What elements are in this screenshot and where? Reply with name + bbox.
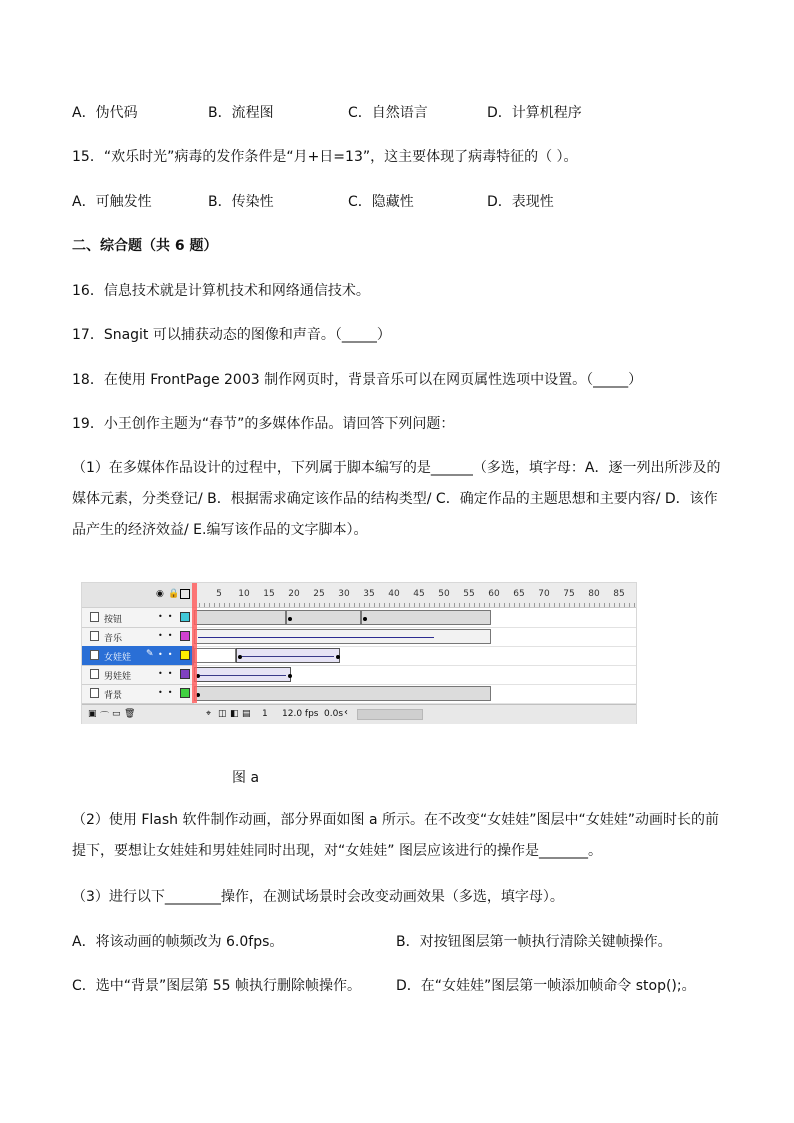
layer-name: 女娃娃	[104, 653, 132, 663]
frame-tick-mark	[224, 603, 225, 607]
frame-tick-mark	[569, 603, 570, 607]
frame-tick-mark	[509, 603, 510, 607]
frame-tick-mark	[314, 603, 315, 607]
layer-row[interactable]	[82, 665, 194, 685]
keyframe[interactable]	[336, 655, 340, 659]
frame-tick-mark	[589, 603, 590, 607]
frame-tick-label: 85	[613, 589, 625, 599]
frame-tick-mark	[599, 603, 600, 607]
q15-option-c: C．隐藏性	[348, 194, 414, 210]
frame-tick-mark	[514, 603, 515, 607]
layer-name: 男娃娃	[104, 672, 132, 682]
q16: 16．信息技术就是计算机技术和网络通信技术。	[72, 283, 370, 299]
playhead[interactable]	[192, 583, 197, 703]
frame-span	[194, 648, 236, 663]
frame-tick-mark	[374, 603, 375, 607]
keyframe[interactable]	[288, 674, 292, 678]
frame-tick-mark	[234, 603, 235, 607]
frame-tick-mark	[269, 603, 270, 607]
frame-tick-mark	[274, 603, 275, 607]
pencil-icon: ✎	[146, 649, 154, 659]
center-frame-icon[interactable]: ⌖	[206, 709, 212, 719]
frame-tick-label: 45	[413, 589, 425, 599]
layer-name: 音乐	[104, 634, 123, 644]
frame-tick-mark	[459, 603, 460, 607]
frame-tick-mark	[344, 603, 345, 607]
q19-part2: （2）使用 Flash 软件制作动画，部分界面如图 a 所示。在不改变“女娃娃”图层中“女娃娃”动画时长的前提下，要想让女娃娃和男娃娃同时出现，对“女娃娃” 图层应该进行的操作是_______。	[72, 812, 719, 859]
layer-icon	[90, 669, 99, 679]
frame-tick-mark	[489, 603, 490, 607]
eye-icon[interactable]: ◉	[156, 589, 164, 599]
frame-tick-mark	[479, 603, 480, 607]
frame-tick-mark	[204, 603, 205, 607]
q17: 17．Snagit 可以捕获动态的图像和声音。（_____）	[72, 327, 391, 343]
frame-tick-mark	[354, 603, 355, 607]
horizontal-scrollbar[interactable]	[357, 709, 423, 720]
frame-tick-mark	[399, 603, 400, 607]
frame-row	[194, 627, 636, 647]
frame-tick-label: 80	[588, 589, 600, 599]
frame-tick-mark	[629, 603, 630, 607]
layer-color-swatch	[180, 688, 190, 698]
layer-dots: • •	[158, 631, 173, 640]
keyframe[interactable]	[363, 617, 367, 621]
figure-caption: 图 a	[232, 770, 260, 786]
tween-arrow	[242, 656, 334, 657]
frame-row	[194, 665, 636, 685]
q15-option-a: A．可触发性	[72, 194, 152, 210]
frame-tick-mark	[519, 603, 520, 607]
frame-tick-mark	[439, 603, 440, 607]
frame-tick-mark	[309, 603, 310, 607]
frame-tick-mark	[394, 603, 395, 607]
sound-wave	[198, 637, 434, 638]
q19-stem: 19．小王创作主题为“春节”的多媒体作品。请回答下列问题：	[72, 416, 455, 432]
frame-tick-label: 20	[288, 589, 300, 599]
frame-tick-mark	[554, 603, 555, 607]
q19-3-option-d: D．在“女娃娃”图层第一帧添加帧命令 stop();。	[396, 978, 696, 994]
folder-icon[interactable]: ▭	[112, 709, 121, 719]
frame-tick-mark	[469, 603, 470, 607]
frame-tick-label: 15	[263, 589, 275, 599]
frame-tick-mark	[539, 603, 540, 607]
frame-row	[194, 608, 636, 628]
layer-icon	[90, 631, 99, 641]
frame-tick-mark	[369, 603, 370, 607]
frame-tick-label: 25	[313, 589, 325, 599]
outline-icon[interactable]	[180, 589, 190, 599]
lock-icon[interactable]: 🔒	[168, 589, 180, 599]
frame-rate[interactable]: 12.0 fps	[282, 709, 319, 719]
layer-panel	[82, 583, 195, 723]
frame-tick-mark	[389, 603, 390, 607]
frame-tick-mark	[559, 603, 560, 607]
frame-tick-mark	[409, 603, 410, 607]
frame-tick-mark	[229, 603, 230, 607]
q14-option-d: D．计算机程序	[487, 105, 582, 121]
layer-color-swatch	[180, 669, 190, 679]
frame-tick-mark	[579, 603, 580, 607]
layer-dots: • •	[158, 688, 173, 697]
frame-span	[361, 610, 491, 625]
layer-color-swatch	[180, 612, 190, 622]
frame-tick-mark	[634, 603, 635, 607]
frame-tick-mark	[624, 603, 625, 607]
frame-tick-mark	[199, 603, 200, 607]
frame-tick-label: 30	[338, 589, 350, 599]
motion-guide-icon[interactable]: ⌒	[100, 712, 110, 722]
current-frame: 1	[262, 709, 268, 719]
layer-icon	[90, 612, 99, 622]
frame-tick-mark	[419, 603, 420, 607]
frame-tick-label: 75	[563, 589, 575, 599]
layer-color-swatch	[180, 631, 190, 641]
add-layer-icon[interactable]: ▣	[88, 709, 97, 719]
layer-icon	[90, 688, 99, 698]
layer-dots: • •	[158, 669, 173, 678]
frame-tick-mark	[449, 603, 450, 607]
frame-tick-mark	[244, 603, 245, 607]
frame-tick-mark	[544, 603, 545, 607]
q14-option-b: B．流程图	[208, 105, 274, 121]
frame-tick-mark	[259, 603, 260, 607]
q19-part3: （3）进行以下________操作，在测试场景时会改变动画效果（多选，填字母）。	[72, 889, 564, 905]
frame-tick-mark	[464, 603, 465, 607]
frame-tick-label: 60	[488, 589, 500, 599]
frame-tick-mark	[214, 603, 215, 607]
frame-tick-label: 5	[216, 589, 222, 599]
frame-tick-mark	[364, 603, 365, 607]
frame-span	[286, 610, 361, 625]
frame-tick-mark	[604, 603, 605, 607]
frame-tick-label: 10	[238, 589, 250, 599]
keyframe[interactable]	[288, 617, 292, 621]
layer-row[interactable]	[82, 608, 194, 628]
frame-tick-mark	[304, 603, 305, 607]
frame-tick-mark	[264, 603, 265, 607]
frame-row	[194, 684, 636, 704]
frame-grid[interactable]	[194, 608, 636, 703]
layer-color-swatch	[180, 650, 190, 660]
scroll-left-icon[interactable]: ‹	[344, 707, 348, 718]
frame-tick-mark	[249, 603, 250, 607]
section-title: 二、综合题（共 6 题）	[72, 238, 218, 254]
frame-tick-label: 40	[388, 589, 400, 599]
tween-arrow	[200, 675, 286, 676]
onion-skin-icon[interactable]: ◫	[218, 709, 227, 719]
frame-tick-mark	[504, 603, 505, 607]
q18: 18．在使用 FrontPage 2003 制作网页时，背景音乐可以在网页属性选项中设置。（_____）	[72, 372, 643, 388]
frame-tick-mark	[384, 603, 385, 607]
q14-option-c: C．自然语言	[348, 105, 428, 121]
frame-span	[194, 610, 286, 625]
frame-tick-label: 35	[363, 589, 375, 599]
frame-tick-mark	[334, 603, 335, 607]
layer-row-selected[interactable]	[82, 646, 194, 666]
frame-tick-mark	[524, 603, 525, 607]
frame-tick-mark	[324, 603, 325, 607]
frame-tick-mark	[619, 603, 620, 607]
frame-row	[194, 646, 636, 666]
edit-frames-icon[interactable]: ▤	[242, 709, 251, 719]
frame-tick-mark	[484, 603, 485, 607]
frame-tick-mark	[534, 603, 535, 607]
layer-header	[82, 583, 194, 608]
flash-timeline	[81, 582, 637, 724]
frame-tick-mark	[549, 603, 550, 607]
frame-tick-mark	[299, 603, 300, 607]
frame-tick-mark	[429, 603, 430, 607]
frame-tick-label: 70	[538, 589, 550, 599]
q19-3-option-c: C．选中“背景”图层第 55 帧执行删除帧操作。	[72, 978, 361, 994]
q14-option-a: A．伪代码	[72, 105, 138, 121]
q19-3-option-b: B．对按钮图层第一帧执行清除关键帧操作。	[396, 934, 672, 950]
frame-tick-label: 55	[463, 589, 475, 599]
frame-tick-mark	[454, 603, 455, 607]
frame-tick-mark	[284, 603, 285, 607]
frame-tick-mark	[499, 603, 500, 607]
layer-dots: • •	[158, 612, 173, 621]
frame-tick-mark	[474, 603, 475, 607]
frame-tick-mark	[289, 603, 290, 607]
frame-tick-mark	[529, 603, 530, 607]
frame-tick-mark	[609, 603, 610, 607]
frame-tick-mark	[219, 603, 220, 607]
q15-option-b: B．传染性	[208, 194, 274, 210]
q19-3-option-a: A．将该动画的帧频改为 6.0fps。	[72, 934, 284, 950]
frame-tick-mark	[594, 603, 595, 607]
frame-tick-mark	[349, 603, 350, 607]
layer-row[interactable]	[82, 684, 194, 704]
frame-tick-mark	[494, 603, 495, 607]
frame-tick-mark	[584, 603, 585, 607]
layer-name: 背景	[104, 691, 123, 701]
q15-option-d: D．表现性	[487, 194, 554, 210]
frame-tick-mark	[444, 603, 445, 607]
frame-tick-mark	[279, 603, 280, 607]
delete-layer-icon[interactable]: 🗑	[124, 709, 136, 719]
frame-tick-mark	[329, 603, 330, 607]
frame-span	[194, 686, 491, 701]
frame-tick-mark	[239, 603, 240, 607]
frame-tick-mark	[379, 603, 380, 607]
frame-tick-mark	[434, 603, 435, 607]
onion-outline-icon[interactable]: ◧	[230, 709, 239, 719]
frame-tick-label: 65	[513, 589, 525, 599]
q15-stem: 15．“欢乐时光”病毒的发作条件是“月+日=13”，这主要体现了病毒特征的（ ）。	[72, 149, 578, 165]
timeline-status-bar	[82, 704, 636, 724]
frame-tick-mark	[294, 603, 295, 607]
frame-tick-mark	[209, 603, 210, 607]
q19-part1: （1）在多媒体作品设计的过程中，下列属于脚本编写的是______（多选，填字母：A．逐一列出所涉及的媒体元素，分类登记/ B．根据需求确定该作品的结构类型/ C．确定作品的主题思想和主要内容/ D．该作品产生的经济效益/ E.编写该作品的文字脚本）。	[72, 460, 721, 538]
frame-tick-mark	[404, 603, 405, 607]
layer-icon	[90, 650, 99, 660]
layer-dots: • •	[158, 650, 173, 659]
frame-tick-mark	[319, 603, 320, 607]
frame-tick-mark	[359, 603, 360, 607]
frame-tick-mark	[564, 603, 565, 607]
frame-tick-mark	[339, 603, 340, 607]
frame-tick-mark	[424, 603, 425, 607]
frame-tick-mark	[254, 603, 255, 607]
frame-tick-mark	[414, 603, 415, 607]
frame-ruler[interactable]	[194, 583, 636, 608]
elapsed-time: 0.0s	[324, 709, 344, 719]
layer-row[interactable]	[82, 627, 194, 647]
frame-tick-mark	[614, 603, 615, 607]
frame-tick-label: 50	[438, 589, 450, 599]
frame-tick-mark	[574, 603, 575, 607]
layer-name: 按钮	[104, 615, 123, 625]
